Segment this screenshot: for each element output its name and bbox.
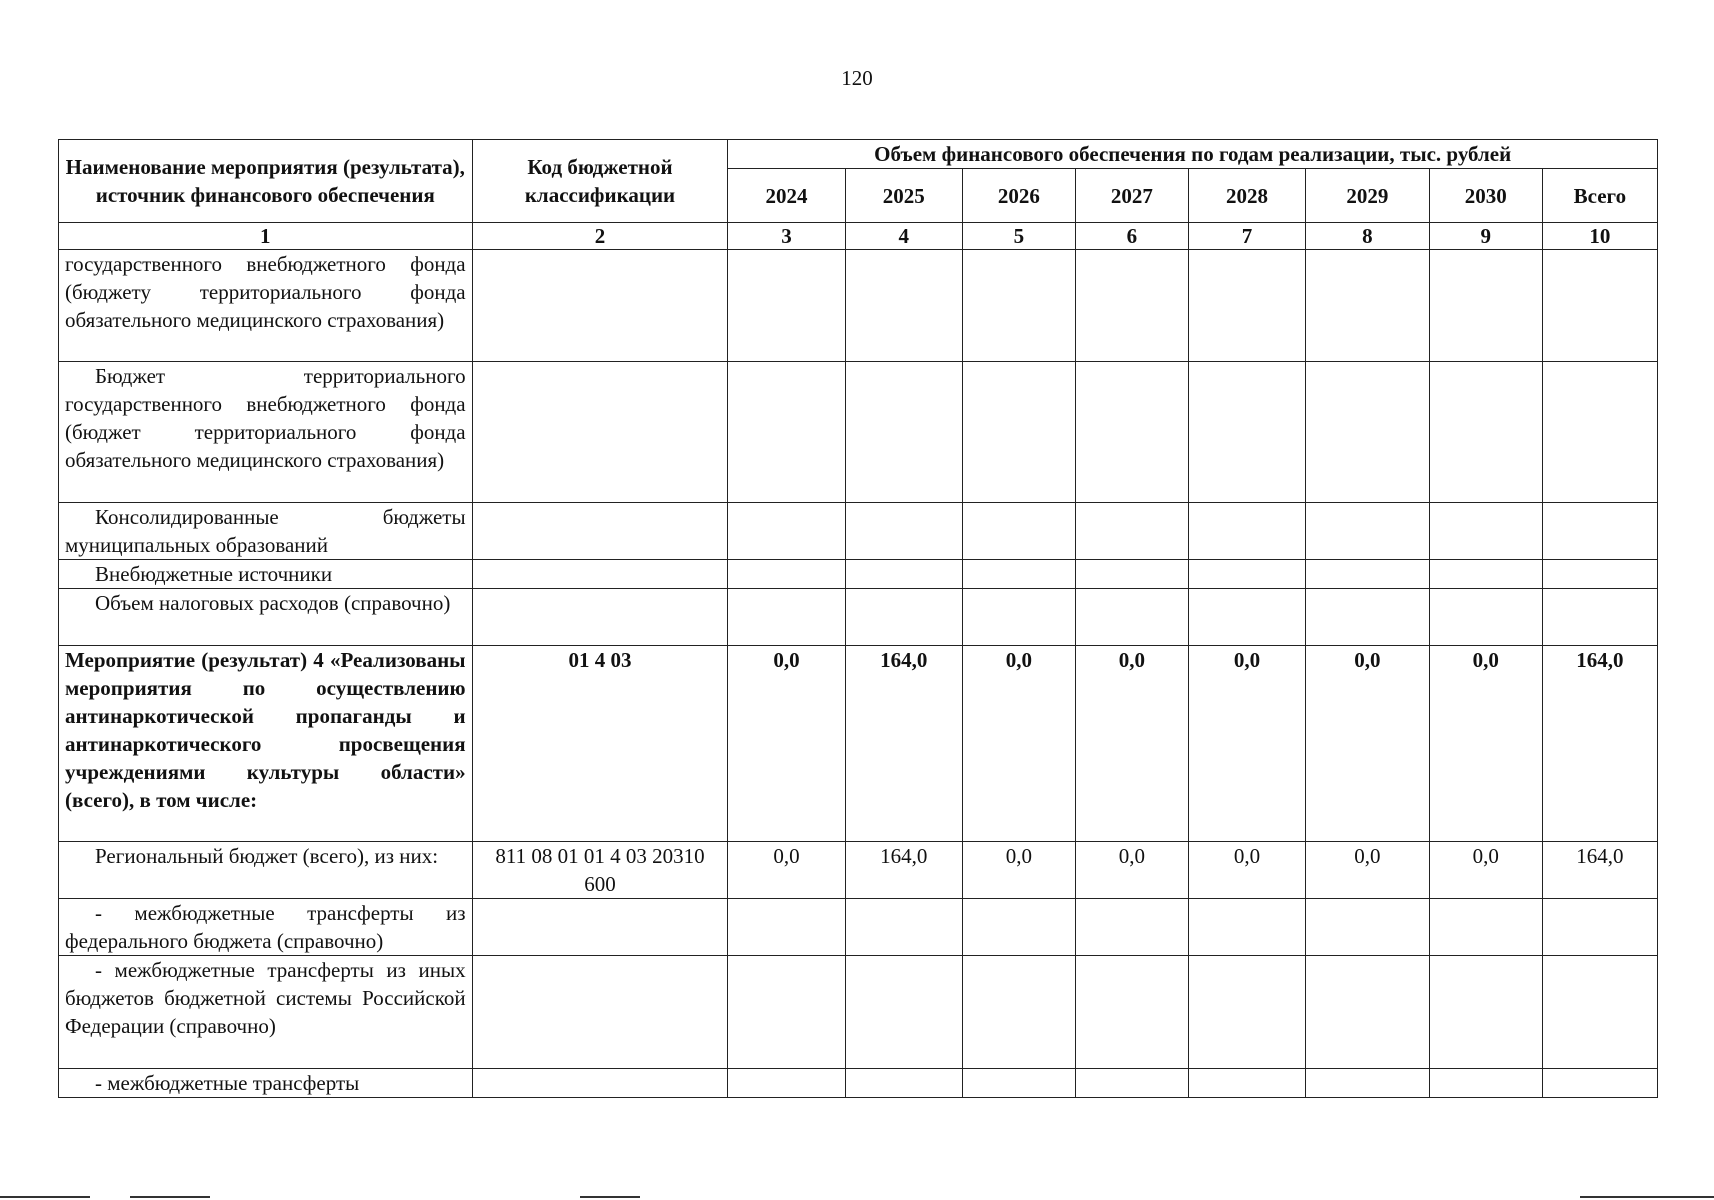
row-value: 0,0 (728, 646, 845, 842)
table-row (59, 956, 1658, 1069)
row-name: Консолидированные бюджеты муниципальных образований (59, 503, 473, 560)
row-code (472, 362, 728, 503)
row-code (472, 589, 728, 646)
row-value (1429, 362, 1542, 503)
column-number: 10 (1542, 223, 1657, 250)
header-year: 2026 (962, 169, 1075, 223)
row-value (1075, 362, 1188, 503)
row-value (1306, 956, 1430, 1069)
row-value (1542, 1069, 1657, 1098)
row-value: 0,0 (1429, 842, 1542, 899)
row-value (1542, 956, 1657, 1069)
column-number: 1 (59, 223, 473, 250)
table-row (59, 250, 1658, 362)
row-value (728, 899, 845, 956)
row-value: 164,0 (1542, 646, 1657, 842)
header-code: Код бюджетной классификации (472, 140, 728, 223)
row-value (728, 503, 845, 560)
row-value (1188, 503, 1305, 560)
row-code (472, 899, 728, 956)
row-value (962, 503, 1075, 560)
row-code (472, 1069, 728, 1098)
row-value: 164,0 (845, 842, 962, 899)
table-row (59, 362, 1658, 503)
row-code: 01 4 03 (472, 646, 728, 842)
header-total: Всего (1542, 169, 1657, 223)
row-name: государственного внебюджетного фонда (бюджету территориального фонда обязательного медицинского страхования) (59, 250, 473, 362)
row-value (845, 589, 962, 646)
row-value: 164,0 (1542, 842, 1657, 899)
row-name: - межбюджетные трансферты из федерального бюджета (справочно) (59, 899, 473, 956)
financing-table (58, 139, 1658, 1098)
table-row (59, 589, 1658, 646)
scan-rule (0, 1196, 90, 1198)
header-year: 2028 (1188, 169, 1305, 223)
row-value (962, 899, 1075, 956)
row-value (1429, 250, 1542, 362)
table-row (59, 1069, 1658, 1098)
row-value (728, 1069, 845, 1098)
row-value (845, 1069, 962, 1098)
row-value (1306, 560, 1430, 589)
row-value (845, 250, 962, 362)
row-value (1542, 589, 1657, 646)
header-year: 2025 (845, 169, 962, 223)
row-value (1429, 589, 1542, 646)
row-value (1306, 899, 1430, 956)
header-year: 2024 (728, 169, 845, 223)
row-value: 0,0 (1075, 646, 1188, 842)
row-value (1542, 250, 1657, 362)
column-number: 6 (1075, 223, 1188, 250)
row-value (845, 503, 962, 560)
row-value (962, 956, 1075, 1069)
row-value (1429, 503, 1542, 560)
row-value (845, 956, 962, 1069)
row-value (1188, 956, 1305, 1069)
row-code (472, 503, 728, 560)
row-value (1542, 560, 1657, 589)
table-row (59, 646, 1658, 842)
row-value (1188, 589, 1305, 646)
row-code (472, 956, 728, 1069)
row-value (962, 250, 1075, 362)
row-value (728, 560, 845, 589)
header-year: 2029 (1306, 169, 1430, 223)
row-name: Региональный бюджет (всего), из них: (59, 842, 473, 899)
table-row (59, 503, 1658, 560)
scan-rule (1580, 1196, 1714, 1198)
row-value: 0,0 (1075, 842, 1188, 899)
row-value (728, 956, 845, 1069)
row-value: 0,0 (1188, 646, 1305, 842)
row-value (1542, 362, 1657, 503)
row-value (1075, 589, 1188, 646)
column-number: 8 (1306, 223, 1430, 250)
row-value (728, 589, 845, 646)
row-value: 0,0 (962, 646, 1075, 842)
row-value (1075, 560, 1188, 589)
scan-rule (130, 1196, 210, 1198)
row-value: 164,0 (845, 646, 962, 842)
row-value (1188, 250, 1305, 362)
header-name: Наименование мероприятия (результата), источник финансового обеспечения (59, 140, 473, 223)
row-value: 0,0 (1306, 842, 1430, 899)
row-value (1188, 899, 1305, 956)
row-value (1075, 503, 1188, 560)
row-value (845, 560, 962, 589)
row-value (728, 362, 845, 503)
row-value (1542, 503, 1657, 560)
row-value (1188, 1069, 1305, 1098)
header-year: 2027 (1075, 169, 1188, 223)
row-value (962, 362, 1075, 503)
table-row (59, 842, 1658, 899)
row-value (1075, 250, 1188, 362)
row-value: 0,0 (1429, 646, 1542, 842)
row-name: Объем налоговых расходов (справочно) (59, 589, 473, 646)
row-value (962, 589, 1075, 646)
row-value (1429, 956, 1542, 1069)
row-value (1306, 362, 1430, 503)
row-value (962, 560, 1075, 589)
row-value (1429, 1069, 1542, 1098)
row-value (962, 1069, 1075, 1098)
column-number: 9 (1429, 223, 1542, 250)
row-value (1542, 899, 1657, 956)
row-value: 0,0 (728, 842, 845, 899)
row-value (845, 899, 962, 956)
row-value (1075, 899, 1188, 956)
row-code (472, 250, 728, 362)
row-value (1188, 560, 1305, 589)
row-value (728, 250, 845, 362)
row-value (1306, 250, 1430, 362)
row-name: Бюджет территориального государственного внебюджетного фонда (бюджет территориального фонда обязательного медицинского страхования) (59, 362, 473, 503)
row-value: 0,0 (962, 842, 1075, 899)
row-name: Внебюджетные источники (59, 560, 473, 589)
row-value (1306, 503, 1430, 560)
row-value (1188, 362, 1305, 503)
column-number: 3 (728, 223, 845, 250)
column-number: 5 (962, 223, 1075, 250)
row-value: 0,0 (1188, 842, 1305, 899)
row-value (845, 362, 962, 503)
row-value (1429, 560, 1542, 589)
row-code (472, 560, 728, 589)
row-code: 811 08 01 01 4 03 20310 600 (472, 842, 728, 899)
row-name: - межбюджетные трансферты из иных бюджетов бюджетной системы Российской Федерации (справочно) (59, 956, 473, 1069)
row-value (1429, 899, 1542, 956)
page-number: 120 (841, 66, 873, 90)
column-number: 2 (472, 223, 728, 250)
row-value: 0,0 (1306, 646, 1430, 842)
row-value (1075, 956, 1188, 1069)
row-name: - межбюджетные трансферты (59, 1069, 473, 1098)
header-volume: Объем финансового обеспечения по годам реализации, тыс. рублей (728, 140, 1658, 169)
column-number: 4 (845, 223, 962, 250)
scan-rule (580, 1196, 640, 1198)
row-name: Мероприятие (результат) 4 «Реализованы мероприятия по осуществлению антинаркотической пропаганды и антинаркотического просвещения учреждениями культуры области» (всего), в том числе: (59, 646, 473, 842)
row-value (1075, 1069, 1188, 1098)
table-row (59, 560, 1658, 589)
row-value (1306, 1069, 1430, 1098)
table-row (59, 899, 1658, 956)
column-number: 7 (1188, 223, 1305, 250)
header-year: 2030 (1429, 169, 1542, 223)
row-value (1306, 589, 1430, 646)
